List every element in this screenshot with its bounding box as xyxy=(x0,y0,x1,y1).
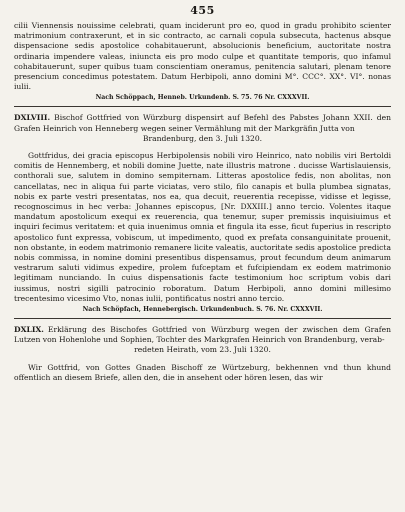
source-citation: Nach Schöppach, Henneb. Urkundenb. S. 75. 76 Nr. CXXXVII. xyxy=(95,94,310,102)
section-continued xyxy=(14,21,391,101)
document-section-dxlviii xyxy=(14,113,391,313)
heading-text: Erklärung des Bischofes Gottfried von Würzburg wegen der zwischen dem Grafen Lutzen von Hohenlohe und Sophien, Tochter des Markgrafen Heinrich von Brandenburg, verab- xyxy=(14,325,391,345)
document-section-dxlix xyxy=(14,325,391,383)
page-number: 455 xyxy=(190,4,215,17)
continued-paragraph: cilii Viennensis nouissime celebrati, quam inciderunt pro eo, quod in gradu prohibito scienter matrimonium contraxerunt, et in sic contracto, ac carnali copula subsecuta, hactenus absque dispensacione sedis apostolice cohabitauerunt, absolucionis beneficium, auctoritate nostra ordinaria impendere valeas, iniuncta eis pro modo culpe et quantitate temporis, quo infamul cohabitauerunt, super quibus tuam conscientiam oneramus, penitencia salutari, plenam tenore presencium concedimus potestatem. Datum Herbipoli, anno domini M°. CCC°. XX°. VI°. nonas iulii. xyxy=(14,21,391,92)
section-heading xyxy=(14,113,391,144)
charter-body: Gottfridus, dei gracia episcopus Herbipolensis nobili viro Heinrico, nato nobilis viri Bertoldi comitis de Hennemberg, et nobili domine Juette, nate illustris matrone . ducisse Wartislauiensis, conthorali sue, salutem in domino sempiternam. Litteras apostolice fedis, non abolitas, non cancellatas, nec in aliqua fui parte viciatas, vero stilo, filo canapis et bulla plumbea signatas, nobis ex parte vestri presentatas, nos ea, qua decuit, reuerentia recepisse, vidisse et legisse, recognoscimus in hec verba: Johannes episcopus, [Nr. DXXIII.] anno tercio. Volentes itaque mandatum apostolicum exequi ex reuerencia, qua tenemur, super premissis inquisiuimus et inquiri fecimus veritatem: et quia inuenimus omnia et fingula ita esse, ficut fuperius in rescripto apostolico funt expressa, vobiscum, ut impedimento, quod ex prefata consanguinitate prouenit, non obstante, in eodem matrimonio remanere licite valeatis, auctoritate sedis apostolice predicta nobis commissa, in nomine domini presentibus dispensamus, prout fecundum deum animarum vestrarum saluti vidimus expedire, prolem fufceptam et fufcipiendam ex eodem matrimonio legitimam nunciando. In cuius dispensationis facte testimonium hoc scriptum vobis dari iussimus, nostri sigilli patrocinio roboratum. Datum Herbipoli, anno domini millesimo trecentesimo vicesimo Vto, nonas iulii, pontificatus nostri anno tercio. xyxy=(14,151,391,303)
heading-date-line: Brandenburg, den 3. Juli 1320. xyxy=(142,133,263,143)
section-heading xyxy=(14,325,391,356)
section-divider xyxy=(14,106,391,107)
section-divider xyxy=(14,318,391,319)
heading-text: Bischof Gottfried von Würzburg dispensirt auf Befehl des Pabstes Johann XXII. den Grafen Heinrich von Henneberg wegen seiner Vermählung mit der Markgräfin Jutta von xyxy=(14,113,391,133)
heading-date-line: redeten Heirath, vom 23. Juli 1320. xyxy=(134,345,271,355)
section-number: DXLVIII. xyxy=(14,113,51,123)
source-citation: Nach Schöpfach, Hennebergisch. Urkundenbuch. S. 76. Nr. CXXXVII. xyxy=(82,306,323,314)
charter-body: Wir Gottfrid, von Gottes Gnaden Bischoff ze Würtzeburg, bekhennen vnd thun khund offentlich an diesem Briefe, allen den, die in ansehent oder hören lesen, das wir xyxy=(14,362,391,382)
section-number: DXLIX. xyxy=(14,325,44,335)
